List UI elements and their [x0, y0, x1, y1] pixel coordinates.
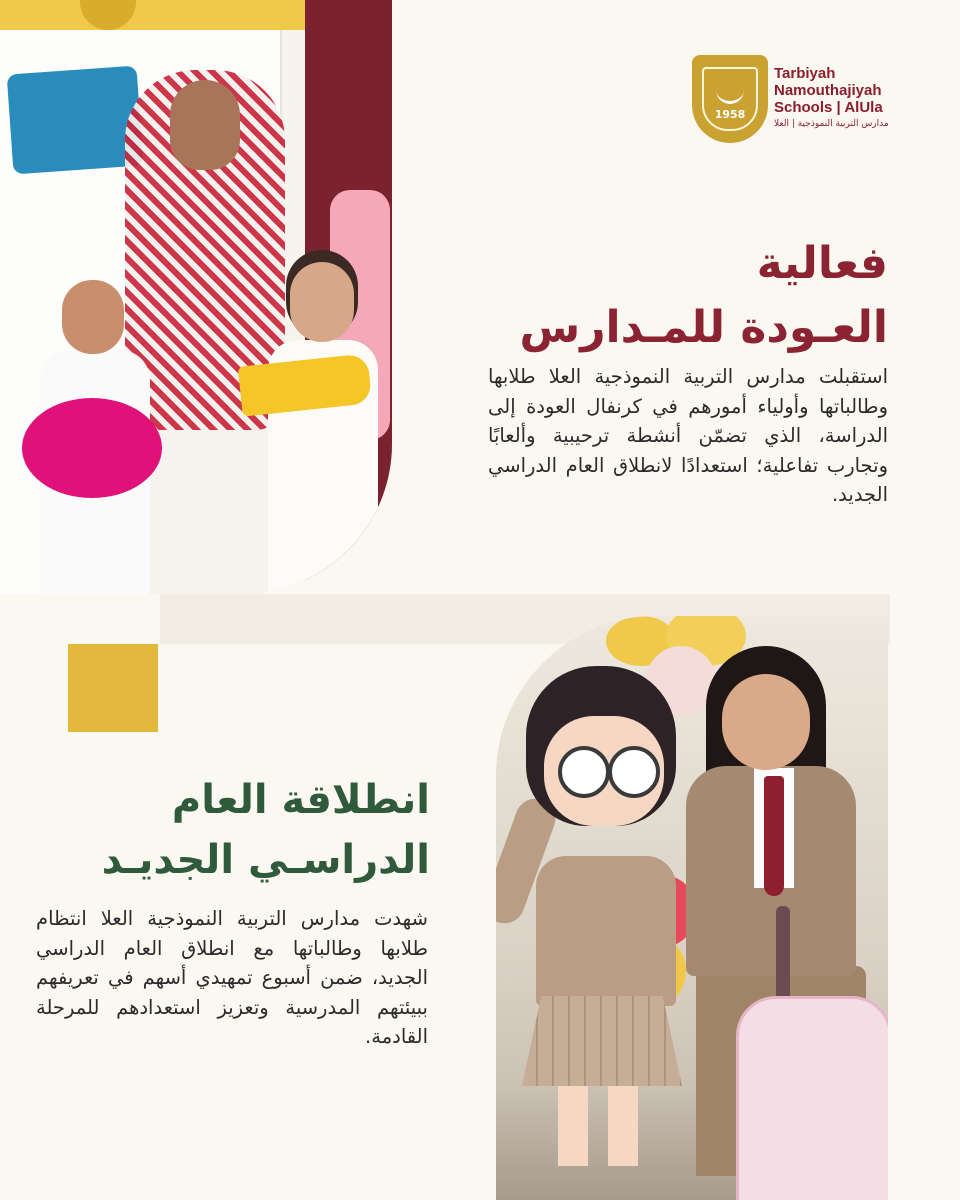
- section2-heading: [40, 770, 430, 890]
- school-crest-icon: [692, 55, 768, 143]
- logo-arabic-text: مدارس التربية النموذجية | العلا: [774, 119, 889, 129]
- logo-line-3: Schools | AlUla: [774, 99, 883, 116]
- event-photo-family: [0, 0, 392, 594]
- section2-heading-line2: الدراسـي الجديـد: [101, 837, 430, 883]
- logo-line-1: Tarbiyah: [774, 65, 836, 82]
- school-logo: [692, 55, 892, 145]
- section1-heading: [468, 232, 888, 360]
- section1-heading-line2: العـودة للمـدارس: [519, 302, 888, 353]
- logo-text: [774, 65, 883, 116]
- gold-square-decoration: [68, 644, 158, 732]
- crest-year: 1958: [714, 108, 746, 121]
- event-photo-student: [496, 616, 888, 1200]
- section2-body: شهدت مدارس التربية النموذجية العلا انتظام طلابها وطالباتها مع انطلاق العام الدراسي الجديد، ضمن أسبوع تمهيدي أسهم في تعريفهم ببيئتهم المدرسية وتعزيز استعدادهم للمرحلة القادمة.: [36, 907, 428, 1048]
- logo-line-2: Namouthajiyah: [774, 82, 882, 99]
- section1-body: استقبلت مدارس التربية النموذجية العلا طلابها وطالباتها وأولياء أمورهم في كرنفال العودة إلى الدراسة، الذي تضمّن أنشطة ترحيبية وألعابًا وتجارب تفاعلية؛ استعدادًا لانطلاق العام الدراسي الجديد.: [488, 365, 888, 506]
- cartoon-cutout: [506, 656, 686, 1196]
- school-bag: [736, 996, 888, 1200]
- section2-heading-line1: انطلاقة العام: [171, 777, 430, 823]
- section1-heading-line1: فعالية: [756, 238, 888, 289]
